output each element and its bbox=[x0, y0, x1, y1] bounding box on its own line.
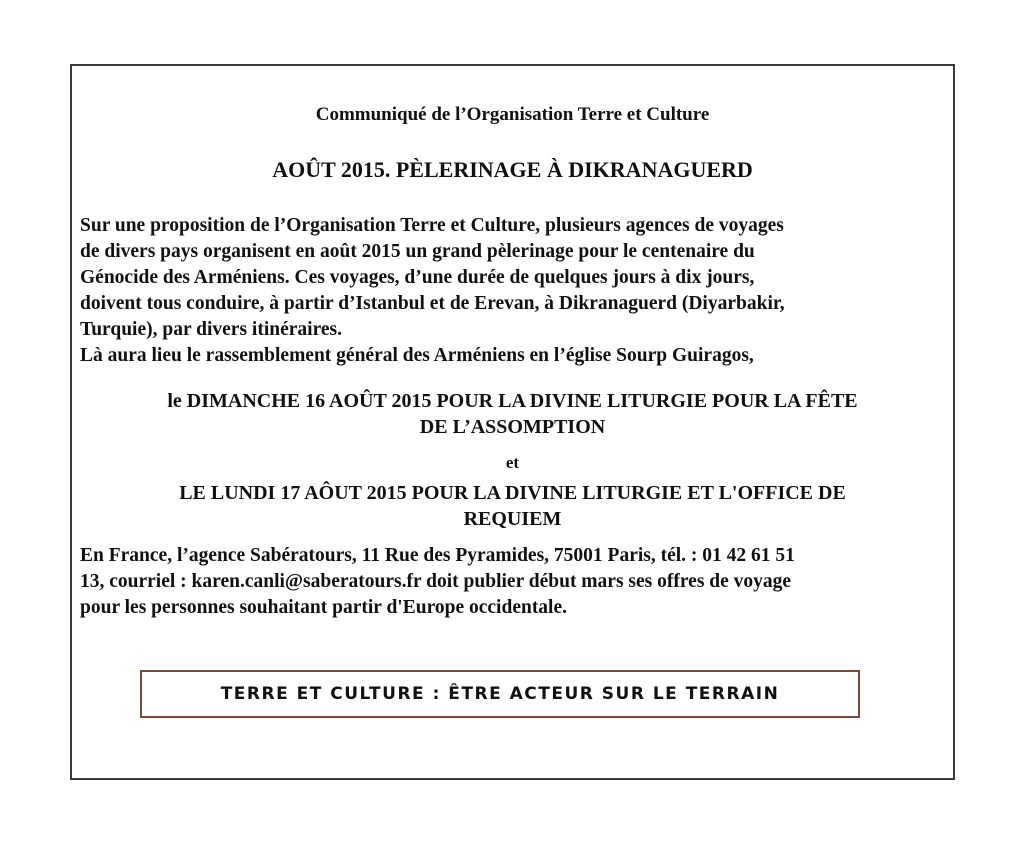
intro-line: Génocide des Arméniens. Ces voyages, d’une durée de quelques jours à dix jours, bbox=[80, 267, 755, 288]
intro-line: Turquie), par divers itinéraires. bbox=[80, 319, 343, 340]
organization-title: Communiqué de l’Organisation Terre et Culture bbox=[315, 104, 710, 125]
event-monday-line: REQUIEM bbox=[463, 508, 562, 530]
slogan-text: TERRE ET CULTURE : ÊTRE ACTEUR SUR LE TERRAIN bbox=[220, 684, 780, 704]
conjunction-text: et bbox=[505, 453, 520, 472]
contact-line: pour les personnes souhaitant partir d'Europe occidentale. bbox=[80, 597, 568, 618]
intro-line: doivent tous conduire, à partir d’Istanbul et de Erevan, à Dikranaguerd (Diyarbakir, bbox=[80, 293, 785, 314]
event-monday bbox=[80, 480, 945, 532]
contact-line: 13, courriel : karen.canli@saberatours.fr doit publier début mars ses offres de voyage bbox=[80, 571, 792, 592]
event-sunday bbox=[80, 388, 945, 440]
event-sunday-line: le DIMANCHE 16 AOÛT 2015 POUR LA DIVINE LITURGIE POUR LA FÊTE bbox=[167, 390, 858, 412]
contact-line: En France, l’agence Sabératours, 11 Rue des Pyramides, 75001 Paris, tél. : 01 42 61 51 bbox=[80, 545, 795, 566]
intro-line: Là aura lieu le rassemblement général des Arméniens en l’église Sourp Guiragos, bbox=[80, 345, 754, 366]
event-sunday-line: DE L’ASSOMPTION bbox=[419, 416, 606, 438]
intro-line: Sur une proposition de l’Organisation Terre et Culture, plusieurs agences de voyages bbox=[80, 215, 784, 236]
contact-paragraph bbox=[80, 543, 950, 621]
intro-line: de divers pays organisent en août 2015 un grand pèlerinage pour le centenaire du bbox=[80, 241, 755, 262]
slogan-box bbox=[140, 670, 860, 718]
event-monday-line: LE LUNDI 17 AÔUT 2015 POUR LA DIVINE LITURGIE ET L'OFFICE DE bbox=[179, 482, 846, 504]
intro-paragraph bbox=[80, 213, 950, 369]
headline: AOÛT 2015. PÈLERINAGE À DIKRANAGUERD bbox=[272, 157, 753, 182]
